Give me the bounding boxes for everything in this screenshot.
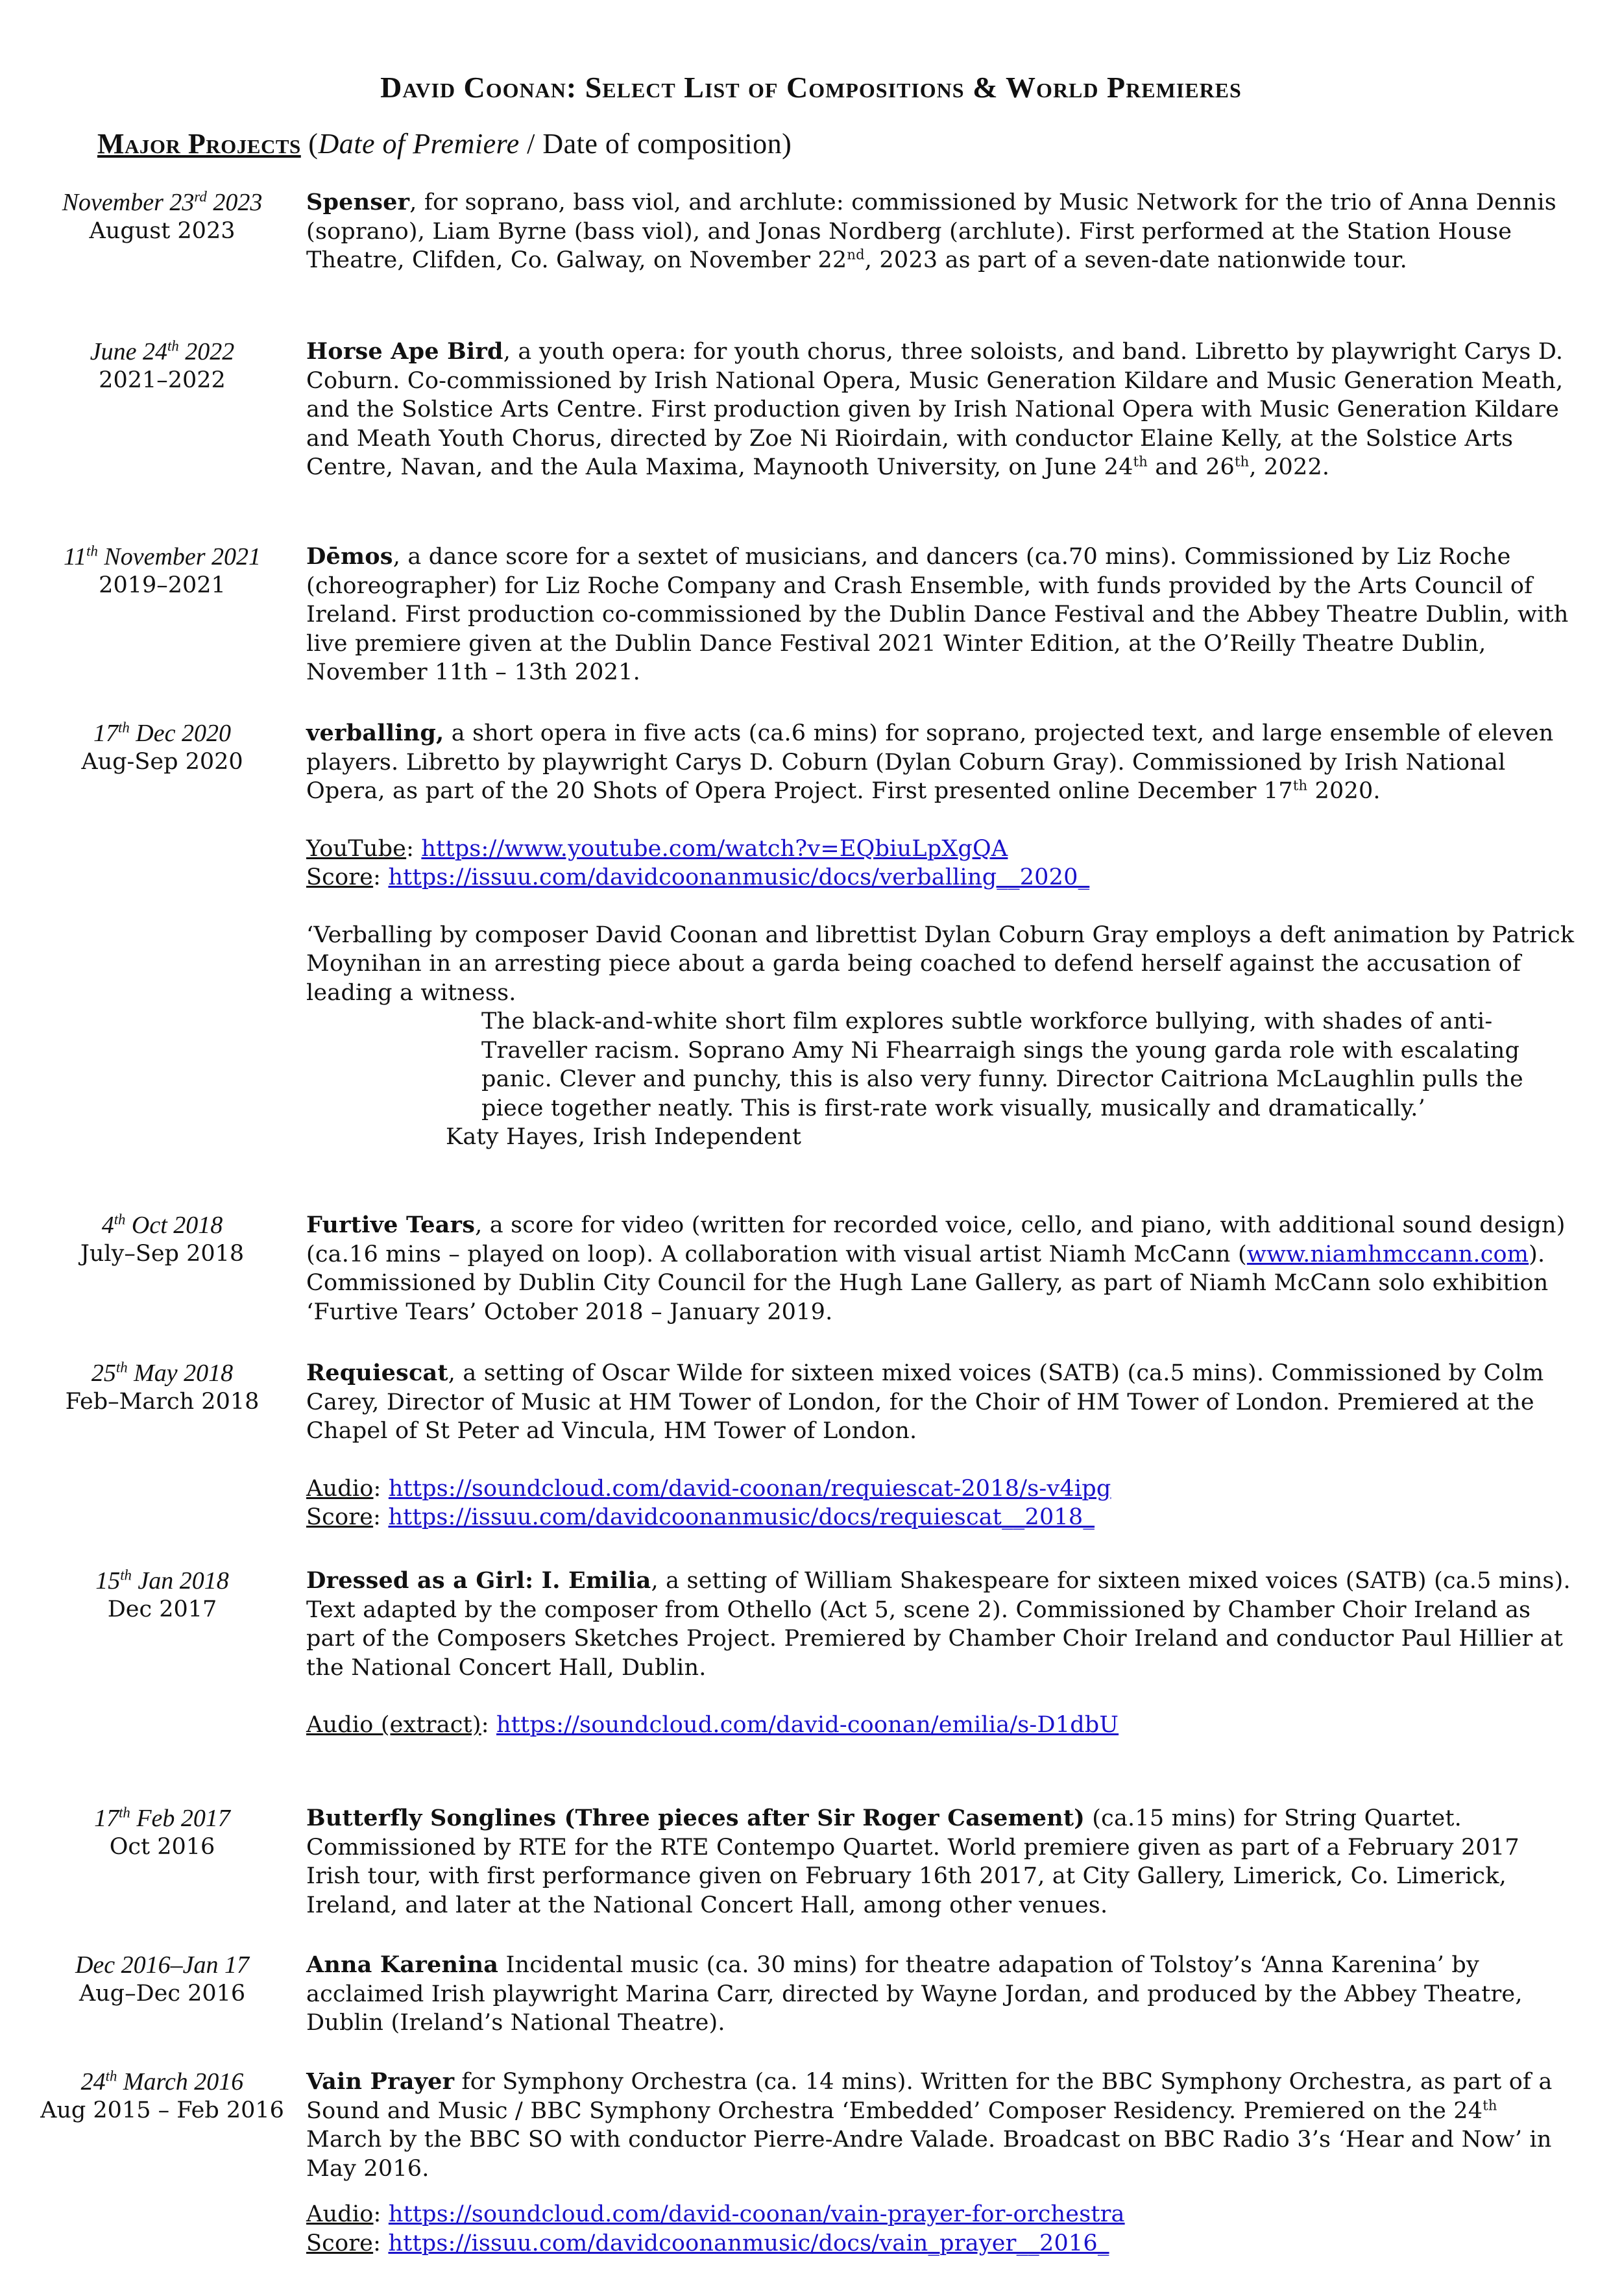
score-link[interactable]: https://issuu.com/davidcoonanmusic/docs/vain_prayer__2016_ bbox=[388, 2230, 1109, 2256]
premiere-date: 25th May 2018 bbox=[91, 1359, 234, 1387]
entry-description: Dressed as a Girl: I. Emilia, a setting of William Shakespeare for sixteen mixed voices (SATB) (ca.5 mins). Text adapted by the composer from Othello (Act 5, scene 2). Commissioned by Chamber Choir Ireland as part of the Composers Sketches Project. Premiered by Chamber Choir Ireland and conductor Paul Hillier at the National Concert Hall, Dublin. Audio (extract): https://soundcloud.com/david-coonan/emilia/s-D1dbU bbox=[306, 1567, 1578, 1740]
work-title: Butterfly Songlines (Three pieces after Sir Roger Casement) bbox=[306, 1805, 1085, 1831]
audio-link-line: Audio: https://soundcloud.com/david-coonan/requiescat-2018/s-v4ipg bbox=[306, 1475, 1111, 1502]
score-link[interactable]: https://issuu.com/davidcoonanmusic/docs/verballing__2020_ bbox=[388, 864, 1090, 890]
premiere-date: June 24th 2022 bbox=[90, 337, 235, 365]
audio-link-line: Audio: https://soundcloud.com/david-coonan/vain-prayer-for-orchestra bbox=[306, 2201, 1125, 2227]
work-title: verballing, bbox=[306, 720, 444, 746]
premiere-date: 4th Oct 2018 bbox=[101, 1211, 223, 1239]
composition-date: Oct 2016 bbox=[109, 1834, 215, 1860]
press-quote bbox=[306, 921, 1578, 1152]
quote-attribution: Katy Hayes, Irish Independent bbox=[446, 1124, 802, 1150]
section-heading-open: ( bbox=[300, 128, 319, 160]
entry-dates bbox=[39, 337, 285, 395]
audio-link[interactable]: https://soundcloud.com/david-coonan/emilia/s-D1dbU bbox=[496, 1712, 1119, 1738]
work-title: Anna Karenina bbox=[306, 1951, 499, 1978]
entry-dates bbox=[39, 1567, 285, 1624]
score-link-line: Score: https://issuu.com/davidcoonanmusic/docs/vain_prayer__2016_ bbox=[306, 2230, 1109, 2256]
entry-dates bbox=[39, 1951, 285, 2008]
composition-date: Aug-Sep 2020 bbox=[81, 749, 243, 775]
score-link[interactable]: https://issuu.com/davidcoonanmusic/docs/requiescat__2018_ bbox=[388, 1504, 1095, 1530]
work-title: Dressed as a Girl: I. Emilia bbox=[306, 1567, 651, 1594]
quote-paragraph: ‘Verballing by composer David Coonan and librettist Dylan Coburn Gray employs a deft animation by Patrick Moynihan in an arresting piece about a garda being coached to defend herself against the accusation of leading a witness. bbox=[306, 922, 1575, 1006]
section-heading-italic: Date of Premiere bbox=[318, 128, 520, 160]
youtube-link[interactable]: https://www.youtube.com/watch?v=EQbiuLpXgQA bbox=[421, 835, 1008, 862]
work-title: Spenser bbox=[306, 189, 410, 215]
entry-dates bbox=[39, 719, 285, 776]
work-title: Vain Prayer bbox=[306, 2068, 455, 2095]
audio-link-line: Audio (extract): https://soundcloud.com/david-coonan/emilia/s-D1dbU bbox=[306, 1712, 1119, 1738]
entry-dates bbox=[39, 2068, 285, 2125]
entry-description: Dēmos, a dance score for a sextet of musicians, and dancers (ca.70 mins). Commissioned by Liz Roche (choreographer) for Liz Roche Company and Crash Ensemble, with funds provided by the Arts Council of Ireland. First production co-commissioned by the Dublin Dance Festival and the Abbey Theatre Dublin, with live premiere given at the Dublin Dance Festival 2021 Winter Edition, at the O’Reilly Theatre Dublin, November 11th – 13th 2021. bbox=[306, 543, 1569, 685]
work-title: Furtive Tears bbox=[306, 1212, 476, 1238]
youtube-link-line: YouTube: https://www.youtube.com/watch?v=EQbiuLpXgQA bbox=[306, 835, 1008, 862]
entry-description: Butterfly Songlines (Three pieces after Sir Roger Casement) (ca.15 mins) for String Quartet. Commissioned by RTE for the RTE Contempo Quartet. World premiere given as part of a February 2017 Irish tour, with first performance given on February 16th 2017, at City Gallery, Limerick, Co. Limerick, Ireland, and later at the National Concert Hall, among other venues. bbox=[306, 1805, 1519, 1918]
composition-date: August 2023 bbox=[89, 218, 236, 244]
premiere-date: 11th November 2021 bbox=[63, 543, 261, 570]
premiere-date: Dec 2016–Jan 17 bbox=[75, 1951, 250, 1979]
entry-dates bbox=[39, 1359, 285, 1416]
entry-dates bbox=[39, 1804, 285, 1861]
work-title: Dēmos bbox=[306, 543, 393, 570]
section-heading-label: Major Projects bbox=[97, 128, 301, 160]
work-title: Horse Ape Bird bbox=[306, 338, 503, 365]
entry-description: Furtive Tears, a score for video (written for recorded voice, cello, and piano, with additional sound design) (ca.16 mins – played on loop). A collaboration with visual artist Niamh McCann (www.niamhmccann.com). Commissioned by Dublin City Council for the Hugh Lane Gallery, as part of Niamh McCann solo exhibition ‘Furtive Tears’ October 2018 – January 2019. bbox=[306, 1212, 1566, 1325]
composition-date: Aug–Dec 2016 bbox=[79, 1981, 246, 2007]
entry-dates bbox=[39, 543, 285, 600]
composition-date: July–Sep 2018 bbox=[80, 1241, 245, 1267]
audio-link[interactable]: https://soundcloud.com/david-coonan/vain-prayer-for-orchestra bbox=[388, 2201, 1125, 2227]
entry-description: Spenser, for soprano, bass viol, and archlute: commissioned by Music Network for the trio of Anna Dennis (soprano), Liam Byrne (bass viol), and Jonas Nordberg (archlute). First performed at the Station House Theatre, Clifden, Co. Galway, on November 22nd, 2023 as part of a seven-date nationwide tour. bbox=[306, 189, 1556, 273]
audio-link[interactable]: https://soundcloud.com/david-coonan/requiescat-2018/s-v4ipg bbox=[388, 1475, 1111, 1502]
artist-website-link[interactable]: www.niamhmccann.com bbox=[1246, 1241, 1529, 1267]
entry-description: Requiescat, a setting of Oscar Wilde for sixteen mixed voices (SATB) (ca.5 mins). Commissioned by Colm Carey, Director of Music at HM Tower of London, for the Choir of HM Tower of London. Premiered at the Chapel of St Peter ad Vincula, HM Tower of London. Audio: https://soundcloud.com/david-coonan/requiescat-2018/s-v4ipg Score: https://issuu.com/davidcoonanmusic/docs/requiescat__2018_ bbox=[306, 1359, 1578, 1532]
composition-date: Dec 2017 bbox=[107, 1596, 217, 1622]
premiere-date: 24th March 2016 bbox=[80, 2068, 244, 2095]
score-link-line: Score: https://issuu.com/davidcoonanmusic/docs/verballing__2020_ bbox=[306, 864, 1090, 890]
entry-dates bbox=[39, 1211, 285, 1268]
composition-date: Aug 2015 – Feb 2016 bbox=[40, 2097, 284, 2123]
premiere-date: 17th Dec 2020 bbox=[93, 719, 231, 747]
premiere-date: November 23rd 2023 bbox=[62, 188, 263, 216]
composition-date: 2021–2022 bbox=[99, 367, 226, 393]
entry-description: Horse Ape Bird, a youth opera: for youth chorus, three soloists, and band. Libretto by playwright Carys D. Coburn. Co-commissioned by Irish National Opera, Music Generation Kildare and Music Generation Meath, and the Solstice Arts Centre. First production given by Irish National Opera with Music Generation Kildare and Meath Youth Chorus, directed by Zoe Ni Rioirdain, with conductor Elaine Kelly, at the Solstice Arts Centre, Navan, and the Aula Maxima, Maynooth University, on June 24th and 26th, 2022. bbox=[306, 338, 1564, 480]
premiere-date: 15th Jan 2018 bbox=[95, 1567, 229, 1594]
work-title: Requiescat bbox=[306, 1360, 448, 1386]
entry-description: Anna Karenina Incidental music (ca. 30 mins) for theatre adapation of Tolstoy’s ‘Anna Karenina’ by acclaimed Irish playwright Marina Carr, directed by Wayne Jordan, and produced by the Abbey Theatre, Dublin (Ireland’s National Theatre). bbox=[306, 1951, 1523, 2036]
score-link-line: Score: https://issuu.com/davidcoonanmusic/docs/requiescat__2018_ bbox=[306, 1504, 1095, 1530]
section-heading bbox=[97, 127, 792, 160]
entry-dates bbox=[39, 188, 285, 245]
section-heading-rest: / Date of composition) bbox=[519, 128, 792, 160]
document-title: David Coonan: Select List of Compositions & World Premieres bbox=[380, 71, 1242, 104]
composition-date: 2019–2021 bbox=[99, 572, 226, 598]
entry-description: Vain Prayer for Symphony Orchestra (ca. 14 mins). Written for the BBC Symphony Orchestra, as part of a Sound and Music / BBC Symphony Orchestra ‘Embedded’ Composer Residency. Premiered on the 24th March by the BBC SO with conductor Pierre-Andre Valade. Broadcast on BBC Radio 3’s ‘Hear and Now’ in May 2016. Audio: https://soundcloud.com/david-coonan/vain-prayer-for-orchestra Score: https://issuu.com/davidcoonanmusic/docs/vain_prayer__2016_ bbox=[306, 2068, 1578, 2258]
composition-date: Feb–March 2018 bbox=[65, 1389, 260, 1415]
quote-paragraph: The black-and-white short film explores subtle workforce bullying, with shades of anti-Traveller racism. Soprano Amy Ni Fhearraigh sings the young garda role with escalating panic. Clever and punchy, this is also very funny. Director Caitriona McLaughlin pulls the piece together neatly. This is first-rate work visually, musically and dramatically.’ bbox=[481, 1008, 1523, 1121]
premiere-date: 17th Feb 2017 bbox=[94, 1804, 230, 1832]
entry-description: verballing, a short opera in five acts (ca.6 mins) for soprano, projected text, and large ensemble of eleven players. Libretto by playwright Carys D. Coburn (Dylan Coburn Gray). Commissioned by Irish National Opera, as part of the 20 Shots of Opera Project. First presented online December 17th 2020. YouTube: https://www.youtube.com/watch?v=EQbiuLpXgQA Score: https://issuu.com/davidcoonanmusic/docs/verballing__2020_ ‘Verballing by composer David Coonan and librettist Dylan Coburn Gray employs a deft animation by Patrick Moynihan in an arresting piece about a garda being coached to defend herself against the accusation of leading a witness. The black-and-white short film explores subtle workforce bullying, with shades of anti-Traveller racism. Soprano Amy Ni Fhearraigh sings the young garda role with escalating panic. Clever and punchy, this is also very funny. Director Caitriona McLaughlin pulls the piece together neatly. This is first-rate work visually, musically and dramatically.’ Katy Hayes, Irish Independent bbox=[306, 719, 1578, 1152]
